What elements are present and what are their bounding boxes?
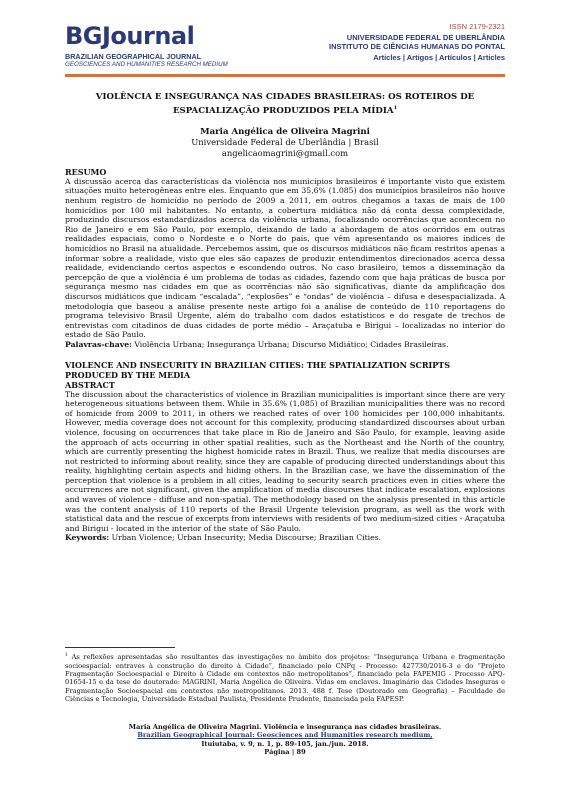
page-number: Página | 89 <box>264 748 306 757</box>
citation-line-1: Maria Angélica de Oliveira Magrini. Violência e insegurança nas cidades brasileiras. <box>128 723 442 731</box>
keywords-values: Urban Violence; Urban Insecurity; Media Discourse; Brazilian Cities. <box>109 533 382 543</box>
resumo-heading: RESUMO <box>65 166 107 177</box>
citation-line-3: Ituiutaba, v. 9, n. 1, p. 89-105, jan./jun. 2018. <box>201 739 369 748</box>
university-name: UNIVERSIDADE FEDERAL DE UBERLÂNDIA <box>346 33 505 42</box>
palavras-chave-values: Violência Urbana; Insegurança Urbana; Discurso Midiático; Cidades Brasileiras. <box>131 339 449 349</box>
author-affiliation: Universidade Federal de Uberlândia | Brasil <box>191 136 379 147</box>
keywords <box>65 533 505 543</box>
logo-wordmark: BGJournal <box>65 22 195 50</box>
article-title-text: VIOLÊNCIA E INSEGURANÇA NAS CIDADES BRASILEIRAS: OS ROTEIROS DE ESPACIALIZAÇÃO PRODUZIDOS PELA MÍDIA <box>95 92 475 116</box>
footnote-mark: 1 <box>65 653 68 658</box>
footnote <box>65 652 505 704</box>
english-title: VIOLENCE AND INSECURITY IN BRAZILIAN CITIES: THE SPATIALIZATION SCRIPTS PRODUCED BY THE MEDIA <box>65 359 450 380</box>
footnote-divider <box>65 647 175 648</box>
article-body <box>65 92 505 543</box>
issn-label: ISSN 2179-2321 <box>449 22 505 31</box>
header-divider <box>65 74 505 77</box>
author-email: angelicaomagrini@gmail.com <box>221 147 349 158</box>
logo-subtitle: BRAZILIAN GEOGRAPHICAL JOURNAL <box>65 52 202 61</box>
keywords-label: Keywords: <box>65 533 110 543</box>
resumo-text: A discussão acerca das características da violência nos municípios brasileiros é importante visto que existem situações muito heterogêneas entre eles. Enquanto que em 35,6% (1.085) dos municípios brasileiros não houve nenhum registro de homicídio no período de 2009 a 2011, em outros chegamos a taxas de mais de 100 homicídios por 100 mil habitantes. No entanto, a cobertura midiática não dá conta dessa complexidade, produzindo discursos estandardizados acerca da violência urbana, focalizando ocorrências que acontecem no Rio de Janeiro e em São Paulo, por exemplo, deixando de lado a abordagem de atos ocorridos em outras realidades espaciais, como o Nordeste e o Norte do país, que vêm apresentando os maiores índices de homicídios no Brasil na atualidade. Percebemos assim, que os discursos midiáticos não ficam restritos apenas a informar sobre a realidade, visto que eles são capazes de produzir entendimentos direcionados acerca dessa realidade, evidenciando certos aspectos e escondendo outros. No caso brasileiro, temos a disseminação da percepção de que a violência é um problema de todas as cidades, fazendo com que haja práticas de busca por segurança mesmo nas cidades em que as ocorrências não são significativas, diante da amplificação dos discursos midiáticos que indicam “escalada”, “explosões” e “ondas” de violência – difusa e desespacializada. A metodologia que baseou a análise presente neste artigo foi a análise de conteúdo de 110 reportagens do programa televisivo Brasil Urgente, além do trabalho com dados estatísticos e do resgate de trechos de entrevistas com citadinos de duas cidades de porte médio – Araçatuba e Birigui – localizadas no interior do estado de São Paulo. <box>65 176 505 340</box>
abstract-heading: ABSTRACT <box>65 379 115 390</box>
article-title <box>65 92 505 117</box>
section-labels: Articles | Artigos | Artículos | Articles <box>373 53 505 62</box>
journal-header <box>65 22 505 72</box>
palavras-chave <box>65 340 505 350</box>
citation-footer <box>65 723 505 757</box>
title-footnote-mark: 1 <box>393 105 398 111</box>
abstract-text: The discussion about the characteristics of violence in Brazilian municipalities is important since there are very heterogeneous situations between them. While in 35.6% (1,085) of Brazilian municipalities there was no record of homicide from 2009 to 2011, in others we reached rates of over 100 homicides per 100,000 inhabitants. However, media coverage does not account for this complexity, producing standardized discourses about urban violence, focusing on occurrences that take place in Rio de Janeiro and São Paulo, for example, leaving aside the approach of acts occurring in other spatial realities, such as the Northeast and the North of the country, which are currently presenting the highest homicide rates in Brazil. Thus, we realize that media discourses are not restricted to informing about reality, since they are capable of producing directed understandings about this reality, highlighting certain aspects and hiding others. In the Brazilian case, we have the dissemination of the perception that violence is a problem in all cities, leading to security search practices even in cities where the occurrences are not significant, given the amplification of media discourses that indicate escalation, explosions and waves of violence - diffuse and non-spatial. The methodology based on the analysis presented in this article was the content analysis of 110 reports of the Brasil Urgente television program, as well as the work with statistical data and the rescue of excerpts from interviews with residents of two medium-sized cities - Araçatuba and Birigui - located in the interior of the state of São Paulo. <box>65 389 505 533</box>
institution-block <box>329 22 505 62</box>
journal-link[interactable]: Brazilian Geographical Journal: Geosciences and Humanities research medium, <box>137 731 433 740</box>
palavras-chave-label: Palavras-chave: <box>65 339 132 349</box>
logo-tagline: GEOSCIENCES AND HUMANITIES RESEARCH MEDIUM <box>65 61 228 68</box>
journal-logo <box>65 22 235 72</box>
institute-name: INSTITUTO DE CIÊNCIAS HUMANAS DO PONTAL <box>329 42 505 51</box>
footnote-text: As reflexões apresentadas são resultantes das investigações no âmbito dos projetos: “Insegurança Urbana e fragmentação socioespacial: entraves à construção do direito à Cidade”, financiado pelo CNPq - Processo: 427730/2016-3 e do “Projeto Fragmentação Socioespacial e Direito à Cidade em contextos não metropolitanos”, financiado pela FAPEMIG - Processo APQ-01654-15 e da tese de doutorado: MAGRINI, Maria Angélica de Oliveira. Vidas em enclaves. Imaginário das Cidades Inseguras e Fragmentação Socioespacial em contextos não metropolitanos. 2013. 488 f. Tese (Doutorado em Geografia) – Faculdade de Ciências e Tecnologia, Universidade Estadual Paulista, Presidente Prudente, financiada pela FAPESP. <box>65 653 505 704</box>
author-name: Maria Angélica de Oliveira Magrini <box>200 126 370 137</box>
